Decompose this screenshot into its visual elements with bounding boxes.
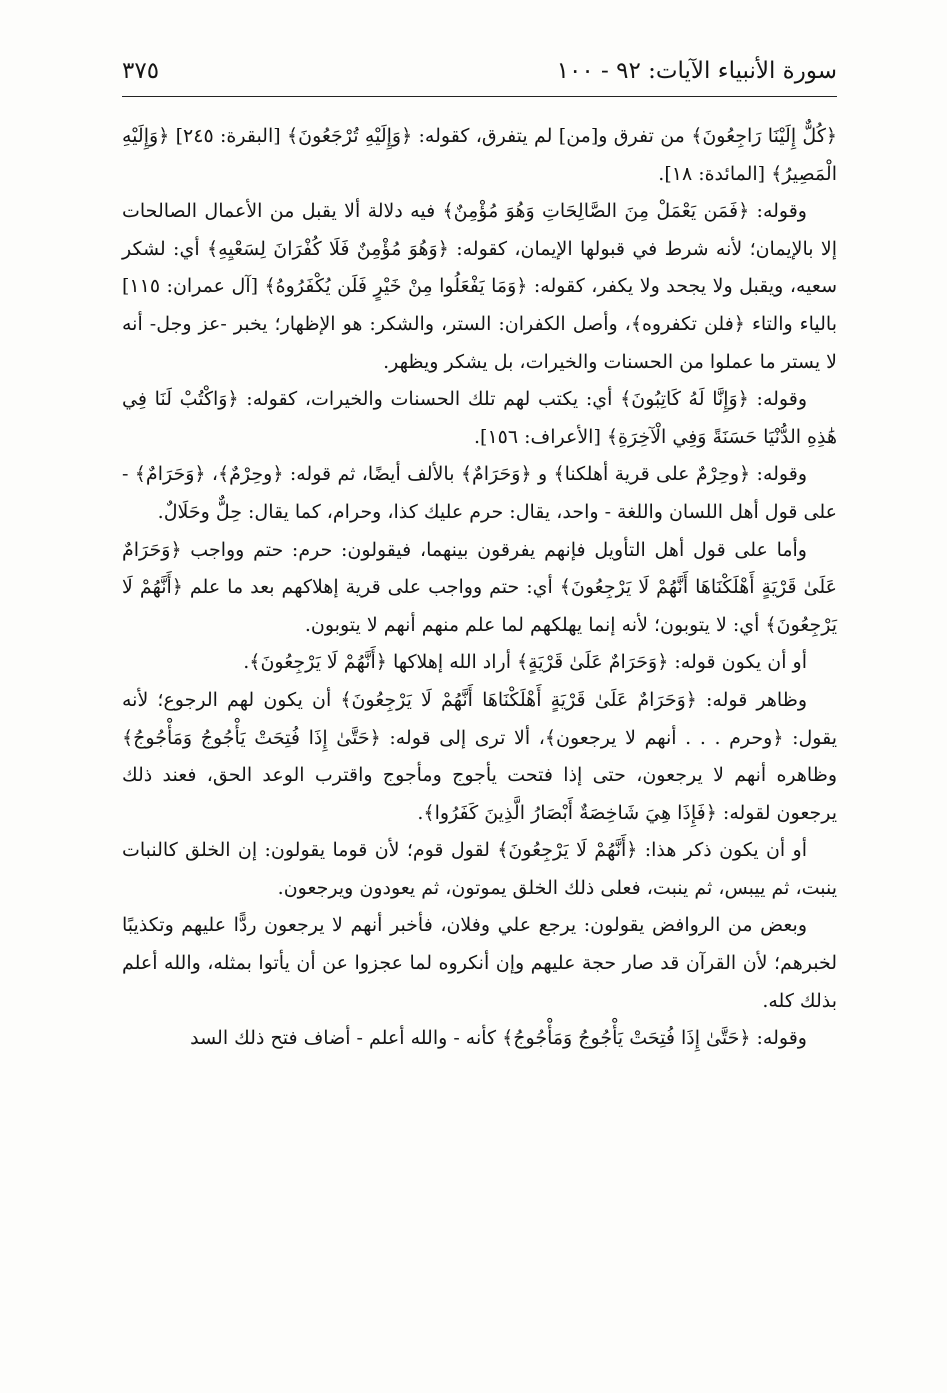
paragraph: وقوله: ﴿وَإِنَّا لَهُ كَاتِبُونَ﴾ أي: يكتب لهم تلك الحسنات والخيرات، كقوله: ﴿وَاكْتُبْ لَنَا فِي هَٰذِهِ الدُّنْيَا حَسَنَةً وَفِي الْآخِرَةِ﴾ [الأعراف: ١٥٦].	[122, 388, 837, 448]
paragraph: وبعض من الروافض يقولون: يرجع علي وفلان، فأخبر أنهم لا يرجعون ردًّا عليهم وتكذيبًا لخبرهم؛ لأن القرآن قد صار حجة عليهم وإن أنكروه لما عجزوا عن أن يأتوا بمثله، والله أعلم بذلك كله.	[122, 914, 837, 1012]
page-header	[122, 56, 837, 97]
paragraph: وأما على قول أهل التأويل فإنهم يفرقون بينهما، فيقولون: حرم: حتم وواجب ﴿وَحَرَامٌ عَلَىٰ قَرْيَةٍ أَهْلَكْنَاهَا أَنَّهُمْ لَا يَرْجِعُونَ﴾ أي: حتم وواجب على قرية إهلاكهم بعد ما علم ﴿أَنَّهُمْ لَا يَرْجِعُونَ﴾ أي: لا يتوبون؛ لأنه إنما يهلكهم لما علم منهم أنهم لا يتوبون.	[122, 538, 837, 636]
running-title: سورة الأنبياء الآيات: ٩٢ - ١٠٠	[556, 58, 837, 84]
paragraph: وقوله: ﴿وحِرْمٌ على قرية أهلكنا﴾ و ﴿وَحَرَامٌ﴾ بالألف أيضًا، ثم قوله: ﴿وحِرْمٌ﴾، ﴿وَحَرَامٌ﴾ - على قول أهل اللسان واللغة - واحد، يقال: حرم عليك كذا، وحرام، كما يقال: حِلٌّ وحَلَالٌ.	[122, 463, 837, 523]
paragraph: أو أن يكون ذكر هذا: ﴿أَنَّهُمْ لَا يَرْجِعُونَ﴾ لقول قوم؛ لأن قوما يقولون: إن الخلق كالنبات ينبت، ثم ييبس، ثم ينبت، فعلى ذلك الخلق يموتون، ثم يعودون ويرجعون.	[122, 839, 837, 899]
body-text	[122, 118, 837, 1058]
paragraph: وقوله: ﴿حَتَّىٰ إِذَا فُتِحَتْ يَأْجُوجُ وَمَأْجُوجُ﴾ كأنه - والله أعلم - أضاف فتح ذلك السد	[190, 1027, 807, 1050]
paragraph: أو أن يكون قوله: ﴿وَحَرَامٌ عَلَىٰ قَرْيَةٍ﴾ أراد الله إهلاكها ﴿أَنَّهُمْ لَا يَرْجِعُونَ﴾.	[243, 651, 807, 674]
paragraph: وقوله: ﴿فَمَن يَعْمَلْ مِنَ الصَّالِحَاتِ وَهُوَ مُؤْمِنٌ﴾ فيه دلالة ألا يقبل من الأعمال الصالحات إلا بالإيمان؛ لأنه شرط في قبولها الإيمان، كقوله: ﴿وَهُوَ مُؤْمِنٌ فَلَا كُفْرَانَ لِسَعْيِهِ﴾ أي: لشكر سعيه، ويقبل ولا يجحد ولا يكفر، كقوله: ﴿وَمَا يَفْعَلُوا مِنْ خَيْرٍ فَلَن يُكْفَرُوهُ﴾ [آل عمران: ١١٥] بالياء والتاء ﴿فلن تكفروه﴾، وأصل الكفران: الستر، والشكر: هو الإظهار؛ يخبر -عز وجل- أنه لا يستر ما عملوا من الحسنات والخيرات، بل يشكر ويظهر.	[122, 200, 837, 373]
page-number: ٣٧٥	[122, 58, 160, 84]
paragraph: ﴿كُلٌّ إِلَيْنَا رَاجِعُونَ﴾ من تفرق و[من] لم يتفرق، كقوله: ﴿وَإِلَيْهِ تُرْجَعُونَ﴾ [البقرة: ٢٤٥] ﴿وَإِلَيْهِ الْمَصِيرُ﴾ [المائدة: ١٨].	[122, 125, 838, 185]
paragraph: وظاهر قوله: ﴿وَحَرَامٌ عَلَىٰ قَرْيَةٍ أَهْلَكْنَاهَا أَنَّهُمْ لَا يَرْجِعُونَ﴾ أن يكون لهم الرجوع؛ لأنه يقول: ﴿وحرم . . . أنهم لا يرجعون﴾، ألا ترى إلى قوله: ﴿حَتَّىٰ إِذَا فُتِحَتْ يَأْجُوجُ وَمَأْجُوجُ﴾ وظاهره أنهم لا يرجعون، حتى إذا فتحت يأجوج ومأجوج واقترب الوعد الحق، فعند ذلك يرجعون لقوله: ﴿فَإِذَا هِيَ شَاخِصَةٌ أَبْصَارُ الَّذِينَ كَفَرُوا﴾.	[122, 688, 837, 824]
